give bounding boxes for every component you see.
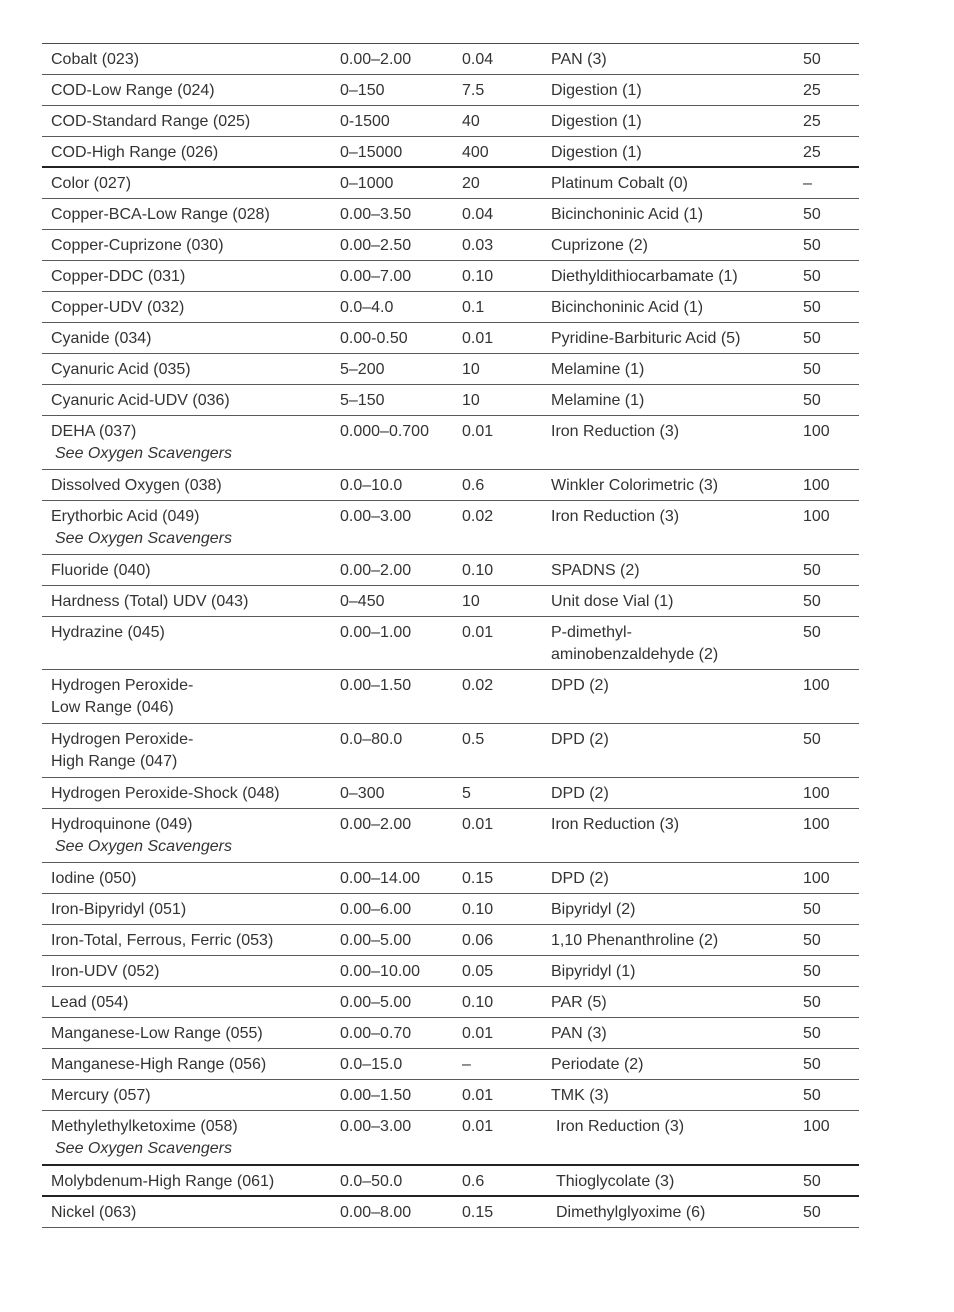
test-name: Cyanuric Acid-UDV (036): [51, 392, 230, 409]
see-also-note: See Oxygen Scavengers: [55, 445, 232, 462]
range: 0.0–10.0: [340, 477, 403, 494]
method: DPD (2): [551, 731, 609, 748]
mdl: 0.15: [462, 1204, 494, 1221]
table-row: [42, 385, 859, 416]
range: 0.00–5.00: [340, 932, 412, 949]
mdl: 10: [462, 392, 480, 409]
table-row: [42, 1166, 859, 1197]
tests: 50: [803, 1173, 821, 1190]
table-row: [42, 261, 859, 292]
method: Pyridine-Barbituric Acid (5): [551, 330, 741, 347]
range: 0-1500: [340, 113, 390, 130]
test-name-continued: High Range (047): [51, 753, 178, 770]
range: 0.00–2.00: [340, 562, 412, 579]
test-name-cell: [51, 675, 868, 719]
range: 0–1000: [340, 175, 394, 192]
mdl: 0.02: [462, 677, 494, 694]
mdl: 0.10: [462, 268, 494, 285]
table-row: [42, 470, 859, 501]
mdl: 0.01: [462, 816, 494, 833]
test-name-cell: [51, 729, 868, 773]
method: Periodate (2): [551, 1056, 644, 1073]
table-row: [42, 670, 859, 724]
see-also-note: See Oxygen Scavengers: [55, 1140, 232, 1157]
table-row: [42, 1018, 859, 1049]
tests: 25: [803, 82, 821, 99]
table-row: [42, 1111, 859, 1166]
test-name: Iron-UDV (052): [51, 963, 160, 980]
test-name: Manganese-Low Range (055): [51, 1025, 263, 1042]
table-row: [42, 501, 859, 555]
method: Dimethylglyoxime (6): [556, 1204, 706, 1221]
tests: 50: [803, 562, 821, 579]
reagent-table: [42, 43, 859, 1228]
mdl: 40: [462, 113, 480, 130]
mdl: 0.6: [462, 477, 485, 494]
table-row: [42, 323, 859, 354]
method: Diethyldithiocarbamate (1): [551, 268, 738, 285]
mdl: 400: [462, 144, 489, 161]
tests: 50: [803, 299, 821, 316]
tests: 50: [803, 1204, 821, 1221]
range: 0.00–3.50: [340, 206, 412, 223]
mdl: 0.04: [462, 206, 494, 223]
test-name-cell: [51, 814, 868, 858]
tests: 50: [803, 932, 821, 949]
tests: 50: [803, 731, 821, 748]
test-name: Cobalt (023): [51, 51, 140, 68]
test-name: Iron-Bipyridyl (051): [51, 901, 187, 918]
mdl: 0.03: [462, 237, 494, 254]
method: Winkler Colorimetric (3): [551, 477, 719, 494]
table-row: [42, 724, 859, 778]
tests: 100: [803, 677, 830, 694]
mdl: 0.02: [462, 508, 494, 525]
method: Digestion (1): [551, 113, 642, 130]
test-name: Hydrogen Peroxide-Shock (048): [51, 785, 280, 802]
table-row: [42, 106, 859, 137]
range: 0.00–1.50: [340, 1087, 412, 1104]
test-name: Hydrogen Peroxide-: [51, 731, 194, 748]
table-row: [42, 168, 859, 199]
tests: 100: [803, 477, 830, 494]
range: 0–300: [340, 785, 385, 802]
range: 0.00–1.50: [340, 677, 412, 694]
range: 0.0–80.0: [340, 731, 403, 748]
range: 5–150: [340, 392, 385, 409]
range: 0.00–6.00: [340, 901, 412, 918]
method: DPD (2): [551, 677, 609, 694]
test-name: COD-Low Range (024): [51, 82, 215, 99]
method: PAN (3): [551, 1025, 607, 1042]
tests: 25: [803, 113, 821, 130]
tests: –: [803, 175, 812, 192]
range: 0.00–3.00: [340, 1118, 412, 1135]
method: Melamine (1): [551, 392, 645, 409]
range: 0.00–7.00: [340, 268, 412, 285]
table-row: [42, 230, 859, 261]
mdl: 0.1: [462, 299, 485, 316]
table-row: [42, 44, 859, 75]
tests: 50: [803, 206, 821, 223]
test-name-cell: [51, 506, 868, 550]
mdl: 20: [462, 175, 480, 192]
method: DPD (2): [551, 785, 609, 802]
test-name: Cyanide (034): [51, 330, 152, 347]
method: DPD (2): [551, 870, 609, 887]
range: 0.00–2.50: [340, 237, 412, 254]
table-row: [42, 137, 859, 168]
mdl: 0.05: [462, 963, 494, 980]
method: Iron Reduction (3): [556, 1118, 685, 1135]
tests: 50: [803, 994, 821, 1011]
test-name: Color (027): [51, 175, 132, 192]
mdl: 0.01: [462, 1118, 494, 1135]
test-name: Copper-UDV (032): [51, 299, 185, 316]
test-name: Lead (054): [51, 994, 129, 1011]
mdl: 0.04: [462, 51, 494, 68]
range: 0–150: [340, 82, 385, 99]
test-name: COD-Standard Range (025): [51, 113, 251, 130]
range: 0.00–10.00: [340, 963, 421, 980]
tests: 50: [803, 51, 821, 68]
method-continued: aminobenzaldehyde (2): [551, 646, 719, 663]
range: 0.00-0.50: [340, 330, 408, 347]
test-name: Copper-BCA-Low Range (028): [51, 206, 270, 223]
method: Bipyridyl (2): [551, 901, 636, 918]
test-name: Erythorbic Acid (049): [51, 508, 200, 525]
range: 0.00–2.00: [340, 816, 412, 833]
table-row: [42, 617, 859, 670]
method: Unit dose Vial (1): [551, 593, 674, 610]
method: Bicinchoninic Acid (1): [551, 206, 704, 223]
table-row: [42, 555, 859, 586]
tests: 50: [803, 330, 821, 347]
test-name: COD-High Range (026): [51, 144, 219, 161]
tests: 50: [803, 361, 821, 378]
range: 0.0–50.0: [340, 1173, 403, 1190]
method: Bipyridyl (1): [551, 963, 636, 980]
table-row: [42, 863, 859, 894]
table-row: [42, 809, 859, 863]
range: 5–200: [340, 361, 385, 378]
method: Bicinchoninic Acid (1): [551, 299, 704, 316]
tests: 50: [803, 624, 821, 641]
test-name: DEHA (037): [51, 423, 137, 440]
see-also-note: See Oxygen Scavengers: [55, 530, 232, 547]
test-name: Hydrazine (045): [51, 624, 165, 641]
mdl: 0.01: [462, 1025, 494, 1042]
mdl: 0.5: [462, 731, 485, 748]
mdl: 5: [462, 785, 471, 802]
tests: 50: [803, 901, 821, 918]
range: 0.0–15.0: [340, 1056, 403, 1073]
mdl: 7.5: [462, 82, 485, 99]
range: 0.00–1.00: [340, 624, 412, 641]
tests: 50: [803, 1056, 821, 1073]
table-row: [42, 354, 859, 385]
table-row: [42, 199, 859, 230]
table-row: [42, 987, 859, 1018]
test-name: Nickel (063): [51, 1204, 137, 1221]
method: Platinum Cobalt (0): [551, 175, 688, 192]
mdl: 0.10: [462, 562, 494, 579]
method: Thioglycolate (3): [556, 1173, 675, 1190]
tests: 50: [803, 593, 821, 610]
tests: 100: [803, 1118, 830, 1135]
mdl: 10: [462, 361, 480, 378]
tests: 100: [803, 870, 830, 887]
mdl: 0.01: [462, 423, 494, 440]
method: Iron Reduction (3): [551, 423, 680, 440]
range: 0.0–4.0: [340, 299, 394, 316]
table-row: [42, 292, 859, 323]
table-row: [42, 925, 859, 956]
tests: 50: [803, 963, 821, 980]
mdl: 0.06: [462, 932, 494, 949]
see-also-note: See Oxygen Scavengers: [55, 838, 232, 855]
mdl: 0.10: [462, 994, 494, 1011]
method: Iron Reduction (3): [551, 816, 680, 833]
method: PAR (5): [551, 994, 607, 1011]
test-name: Manganese-High Range (056): [51, 1056, 267, 1073]
tests: 50: [803, 237, 821, 254]
method: Digestion (1): [551, 144, 642, 161]
test-name: Molybdenum-High Range (061): [51, 1173, 275, 1190]
method: TMK (3): [551, 1087, 609, 1104]
range: 0.00–3.00: [340, 508, 412, 525]
tests: 100: [803, 423, 830, 440]
range: 0.00–2.00: [340, 51, 412, 68]
test-name-cell: [51, 421, 868, 465]
table-row: [42, 1049, 859, 1080]
mdl: 0.01: [462, 1087, 494, 1104]
mdl: 0.01: [462, 624, 494, 641]
table-row: [42, 416, 859, 470]
method: P-dimethyl-: [551, 624, 632, 641]
range: 0–15000: [340, 144, 403, 161]
test-name: Iron-Total, Ferrous, Ferric (053): [51, 932, 274, 949]
table-row: [42, 894, 859, 925]
tests: 50: [803, 392, 821, 409]
tests: 50: [803, 1025, 821, 1042]
method: 1,10 Phenanthroline (2): [551, 932, 719, 949]
table-row: [42, 1197, 859, 1228]
test-name-cell: [51, 1116, 868, 1160]
test-name: Iodine (050): [51, 870, 137, 887]
test-name: Hardness (Total) UDV (043): [51, 593, 249, 610]
range: 0–450: [340, 593, 385, 610]
test-name: Fluoride (040): [51, 562, 151, 579]
table-row: [42, 956, 859, 987]
range: 0.000–0.700: [340, 423, 429, 440]
range: 0.00–5.00: [340, 994, 412, 1011]
test-name: Dissolved Oxygen (038): [51, 477, 222, 494]
mdl: 0.6: [462, 1173, 485, 1190]
tests: 100: [803, 816, 830, 833]
method: PAN (3): [551, 51, 607, 68]
method: Melamine (1): [551, 361, 645, 378]
tests: 100: [803, 508, 830, 525]
table-row: [42, 586, 859, 617]
tests: 50: [803, 1087, 821, 1104]
method: Digestion (1): [551, 82, 642, 99]
range: 0.00–14.00: [340, 870, 421, 887]
mdl: 0.10: [462, 901, 494, 918]
range: 0.00–8.00: [340, 1204, 412, 1221]
test-name: Mercury (057): [51, 1087, 151, 1104]
test-name: Hydrogen Peroxide-: [51, 677, 194, 694]
method: SPADNS (2): [551, 562, 640, 579]
mdl: –: [462, 1056, 471, 1073]
table-row: [42, 1080, 859, 1111]
test-name: Methylethylketoxime (058): [51, 1118, 238, 1135]
test-name-continued: Low Range (046): [51, 699, 174, 716]
table-row: [42, 778, 859, 809]
tests: 100: [803, 785, 830, 802]
method: Iron Reduction (3): [551, 508, 680, 525]
tests: 50: [803, 268, 821, 285]
test-name: Hydroquinone (049): [51, 816, 193, 833]
method-cell: [551, 622, 718, 666]
tests: 25: [803, 144, 821, 161]
mdl: 10: [462, 593, 480, 610]
test-name: Cyanuric Acid (035): [51, 361, 191, 378]
test-name: Copper-DDC (031): [51, 268, 186, 285]
test-name: Copper-Cuprizone (030): [51, 237, 224, 254]
mdl: 0.01: [462, 330, 494, 347]
range: 0.00–0.70: [340, 1025, 412, 1042]
mdl: 0.15: [462, 870, 494, 887]
method: Cuprizone (2): [551, 237, 648, 254]
table-row: [42, 75, 859, 106]
